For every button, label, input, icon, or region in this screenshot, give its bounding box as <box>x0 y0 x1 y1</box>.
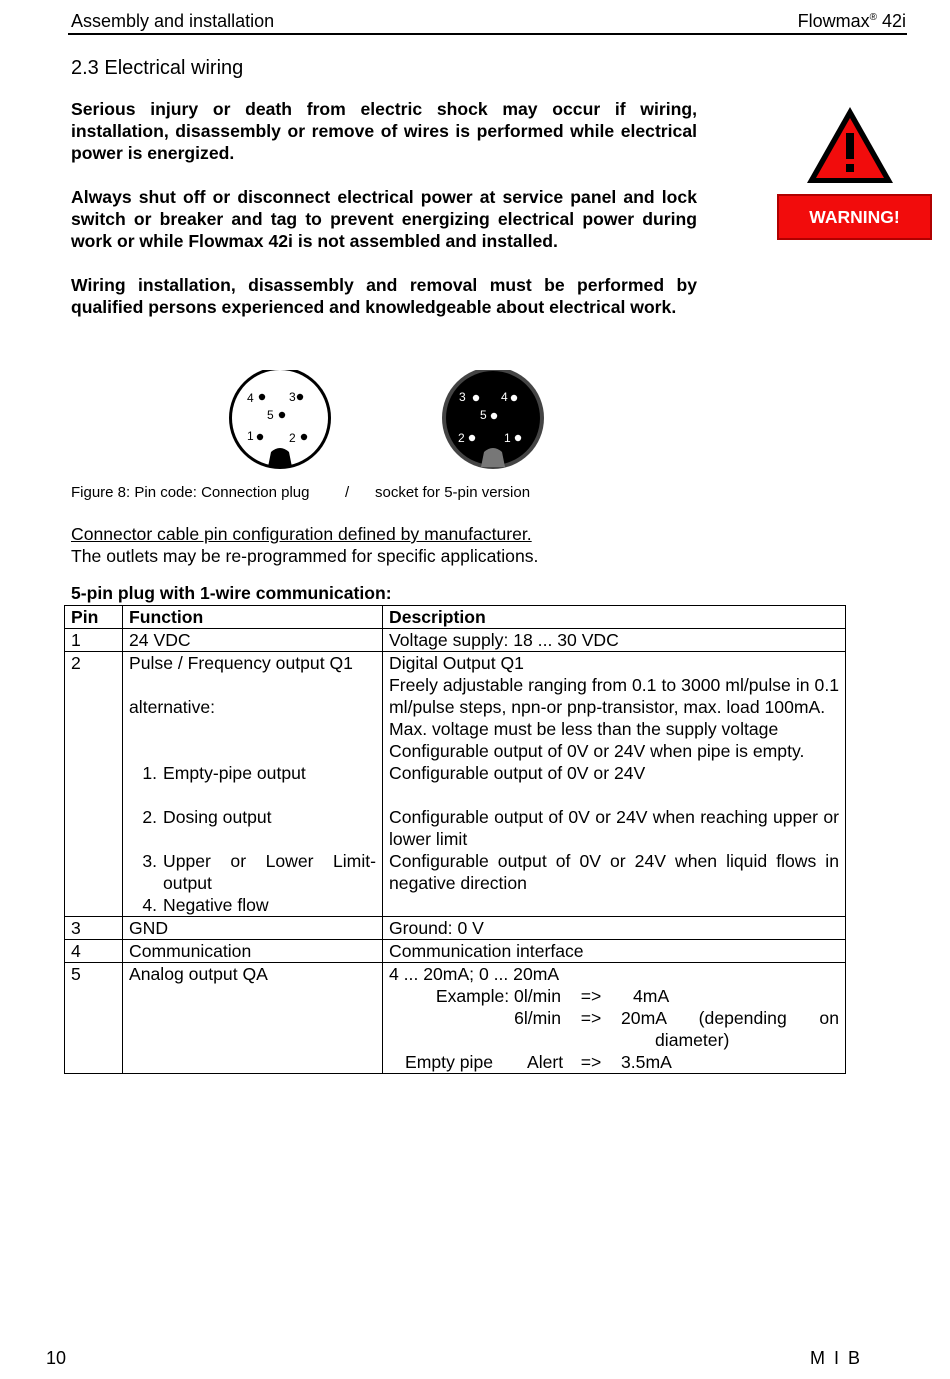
list-item: 3. Upper or Lower Limit-output <box>142 851 376 893</box>
header-model: 42i <box>876 11 906 31</box>
caption-socket: socket for 5-pin version <box>375 484 531 501</box>
list-item: 4. Negative flow <box>142 895 269 915</box>
example-line: Example: 0l/min => 4mA <box>435 986 670 1006</box>
page-number: 10 <box>46 1348 67 1368</box>
caption-plug: Figure 8: Pin code: Connection plug <box>71 484 310 501</box>
socket-pin-1-label: 1 <box>504 431 511 445</box>
pin-cell: 5 <box>65 963 123 1074</box>
example-line: Empty pipe Alert => 3.5mA <box>405 1052 672 1072</box>
function-cell: Analog output QA <box>123 963 383 1074</box>
function-cell: 24 VDC <box>123 629 383 652</box>
socket-pin-5-label: 5 <box>480 408 487 422</box>
plug-pin-4-label: 4 <box>247 391 254 405</box>
header-section-title: Assembly and installation <box>71 11 275 31</box>
warning-paragraph-2: Always shut off or disconnect electrical power at service panel and lock switch or breaker and tag to prevent energizing electrical power during work or while Flowmax 42i is not assembled and installed. <box>71 187 697 251</box>
list-item: 1. Empty-pipe output <box>142 763 306 783</box>
warning-badge: WARNING! <box>777 194 932 240</box>
table-row <box>65 917 846 940</box>
table-row <box>65 963 846 1074</box>
function-alternative: alternative: <box>129 697 216 717</box>
table-header-row <box>65 606 846 629</box>
header-product-name <box>798 11 906 32</box>
figure-caption <box>0 484 950 504</box>
header-pin: Pin <box>65 606 123 629</box>
socket-pin-3-label: 3 <box>459 390 466 404</box>
function-cell: Communication <box>123 940 383 963</box>
pin-cell: 3 <box>65 917 123 940</box>
connection-socket-diagram <box>438 370 548 470</box>
plug-pin-2-label: 2 <box>289 431 296 445</box>
connection-plug-diagram <box>225 370 335 470</box>
example-line: 6l/min => 20mA (depending on <box>514 1008 839 1028</box>
table-row <box>65 629 846 652</box>
plug-pin-5-label: 5 <box>267 408 274 422</box>
example-line: diameter) <box>655 1030 730 1050</box>
header-product: Flowmax <box>797 11 870 31</box>
table-row <box>65 652 846 917</box>
caption-separator: / <box>345 484 350 501</box>
warning-triangle-icon <box>805 105 895 185</box>
table-title: 5-pin plug with 1-wire communication: <box>71 583 392 603</box>
list-item: 2. Dosing output <box>142 807 272 827</box>
description-cell: Communication interface <box>383 940 846 963</box>
header-description: Description <box>383 606 846 629</box>
reprogram-note: The outlets may be re-programmed for specific applications. <box>71 546 539 566</box>
function-cell: GND <box>123 917 383 940</box>
header-rule <box>68 33 907 35</box>
pin-configuration-table <box>64 605 846 1074</box>
pin-cell: 4 <box>65 940 123 963</box>
socket-pin-2-label: 2 <box>458 431 465 445</box>
function-cell <box>123 652 383 917</box>
warning-paragraph-1: Serious injury or death from electric shock may occur if wiring, installation, disassembly or remove of wires is performed while electrical power is energized. <box>71 99 697 163</box>
section-title: 2.3 Electrical wiring <box>71 57 244 79</box>
table-row <box>65 940 846 963</box>
plug-pin-3-label: 3 <box>289 390 296 404</box>
description-cell: Ground: 0 V <box>383 917 846 940</box>
function-main: Pulse / Frequency output Q1 <box>129 653 353 673</box>
description-cell: 4 ... 20mA; 0 ... 20mA Example: 0l/min => 4mA 6l/min => 20mA (depending on diameter) Empty pipe Alert => 3.5mA <box>383 963 846 1074</box>
plug-pin-1-label: 1 <box>247 429 254 443</box>
pin-cell: 1 <box>65 629 123 652</box>
pin-cell: 2 <box>65 652 123 917</box>
registered-mark: ® <box>869 12 877 23</box>
socket-pin-4-label: 4 <box>501 390 508 404</box>
header-function: Function <box>123 606 383 629</box>
warning-paragraph-3: Wiring installation, disassembly and removal must be performed by qualified persons experienced and knowledgeable about electrical work. <box>71 275 697 317</box>
description-cell: Digital Output Q1 Freely adjustable ranging from 0.1 to 3000 ml/pulse in 0.1 ml/pulse steps, npn-or pnp-transistor, max. load 100mA. Max. voltage must be less than the supply voltage Configurable output of 0V or 24V when pipe is empty. Configurable output of 0V or 24V Configurable output of 0V or 24V when reaching upper or lower limit Configurable output of 0V or 24V when liquid flows in negative direction <box>383 652 846 917</box>
connector-definition-note: Connector cable pin configuration defined by manufacturer. <box>71 524 532 544</box>
description-cell: Voltage supply: 18 ... 30 VDC <box>383 629 846 652</box>
footer-label: M I B <box>810 1348 863 1368</box>
